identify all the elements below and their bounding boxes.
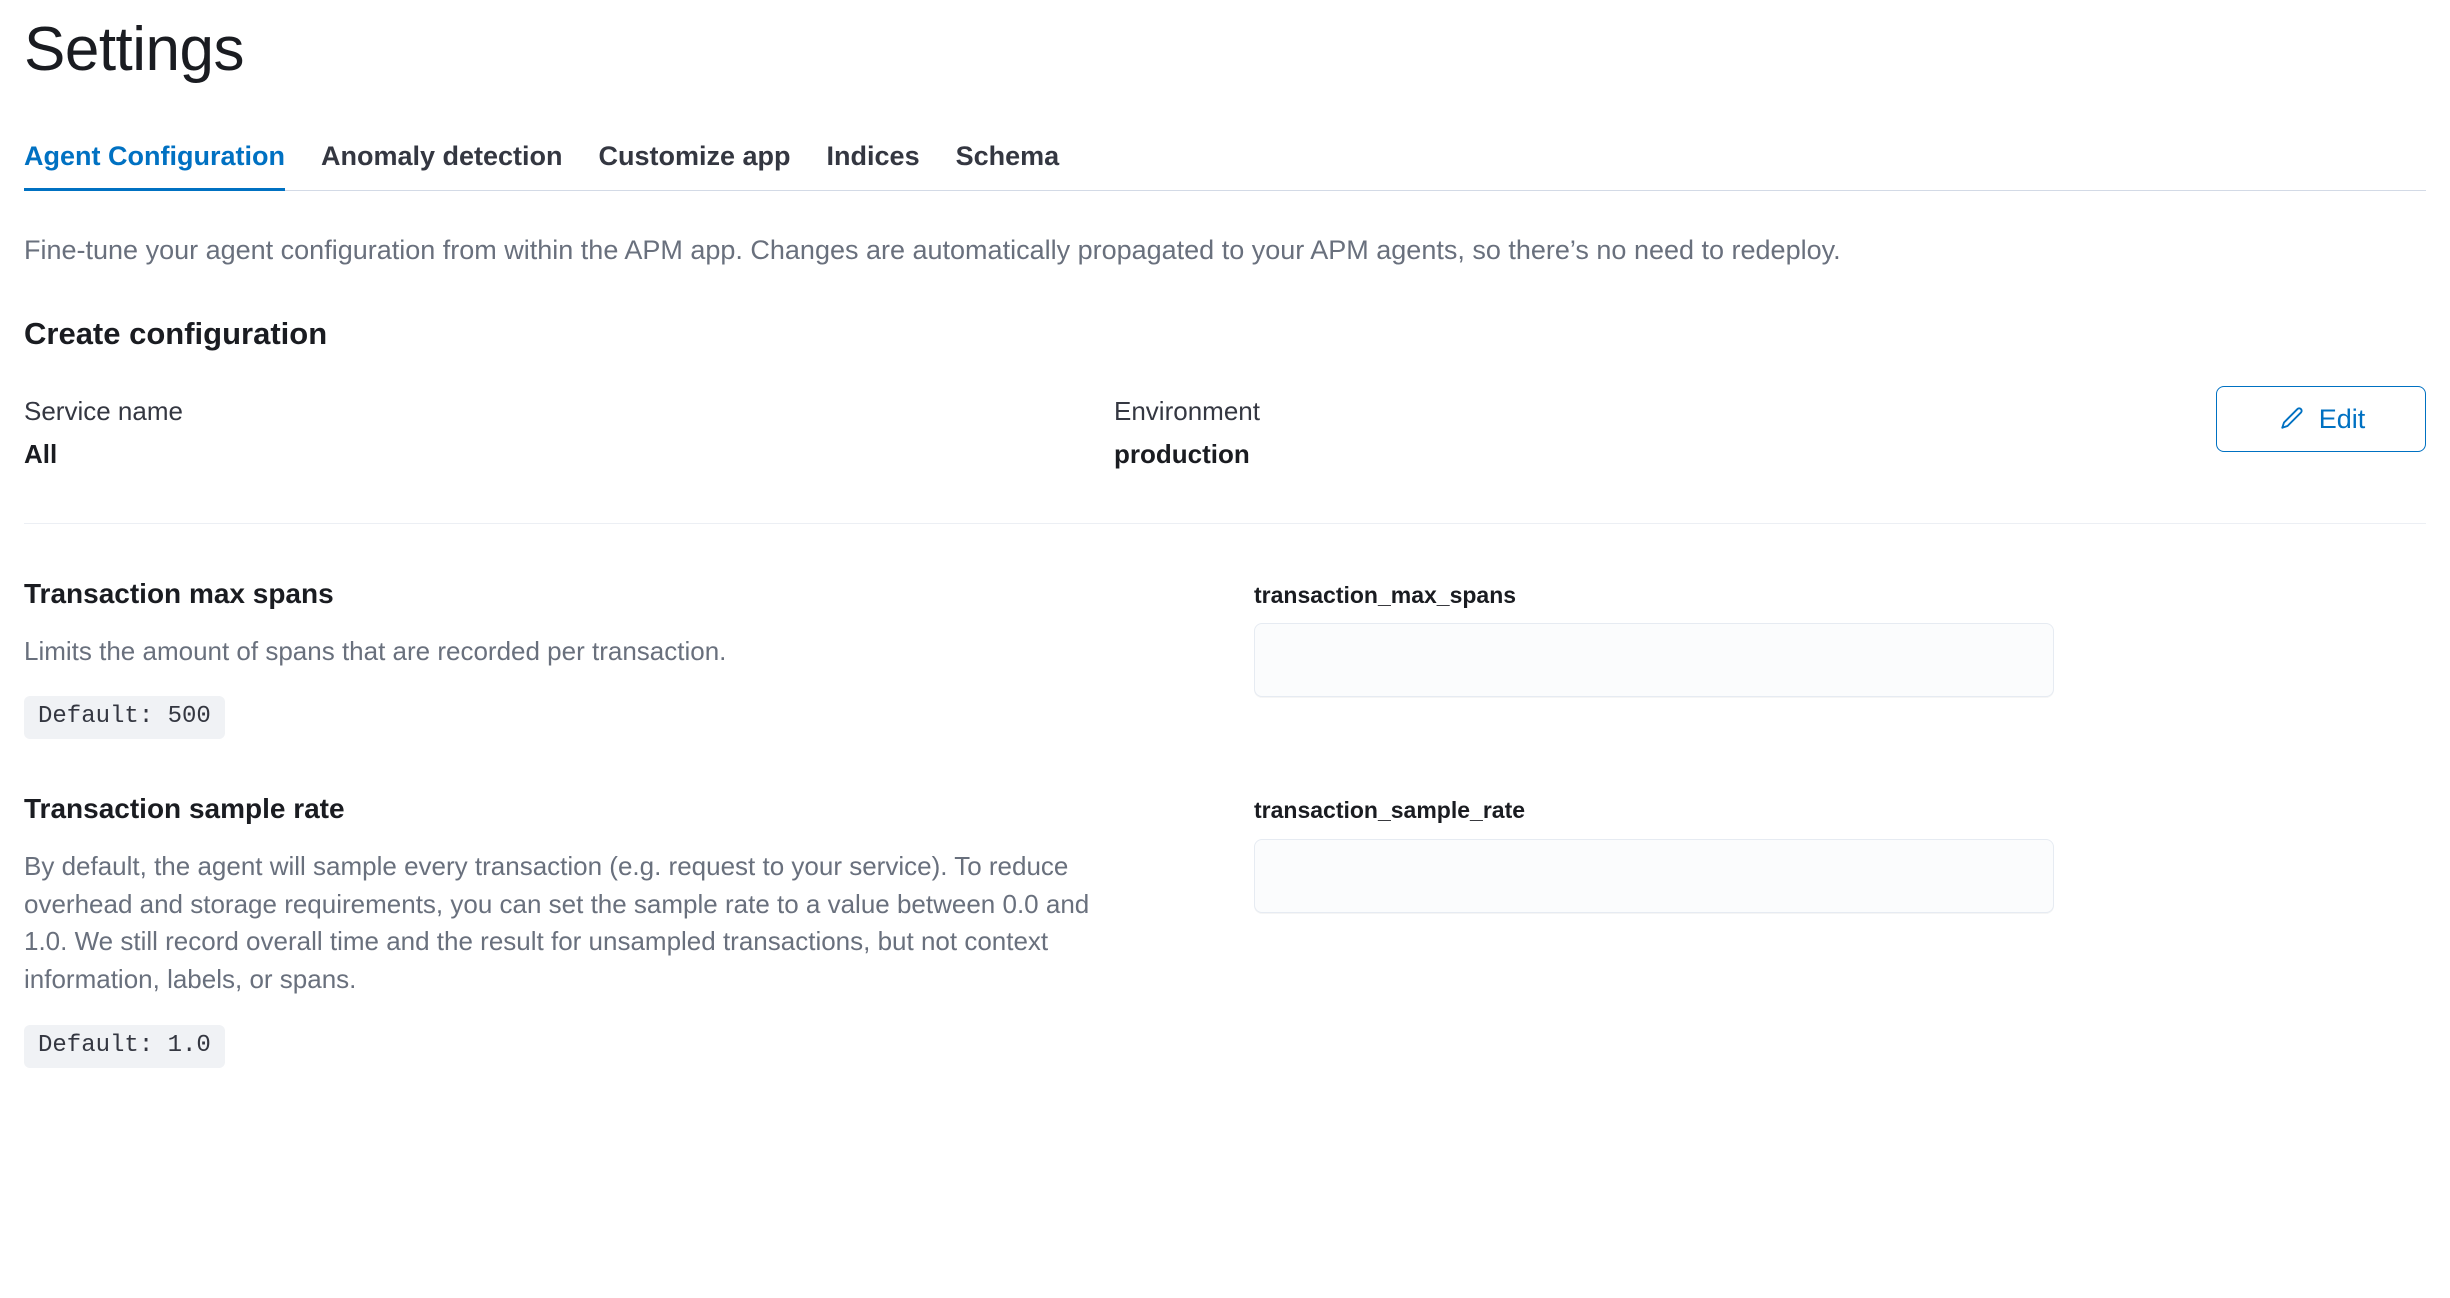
setting-description-block: [24, 576, 1254, 739]
tab-anomaly-detection[interactable]: Anomaly detection: [320, 141, 563, 172]
intro-text: Fine-tune your agent configuration from within the APM app. Changes are automatically propagated to your APM agents, so there’s no need to redeploy.: [24, 235, 1841, 266]
section-divider: [24, 523, 2426, 524]
setting-title: Transaction sample rate: [24, 793, 345, 825]
service-name-group: [24, 394, 1114, 472]
tab-customize-app[interactable]: Customize app: [598, 141, 791, 172]
setting-description: By default, the agent will sample every transaction (e.g. request to your service). To reduce overhead and storage requirements, you can set the sample rate to a value between 0.0 and 1.0. We still record overall time and the result for unsampled transactions, but not context information, labels, or spans.: [24, 851, 1090, 995]
setting-default-badge: Default: 1.0: [24, 1025, 225, 1068]
setting-field-block: [1254, 576, 2054, 698]
setting-description: Limits the amount of spans that are recorded per transaction.: [24, 635, 727, 666]
configuration-summary: [24, 394, 2426, 472]
tab-schema[interactable]: Schema: [955, 141, 1060, 172]
service-name-value: All: [24, 439, 58, 470]
setting-default-badge: Default: 500: [24, 696, 225, 739]
create-configuration-heading: Create configuration: [24, 316, 328, 352]
edit-button-label: Edit: [2318, 403, 2366, 434]
edit-button[interactable]: [2216, 386, 2426, 452]
settings-tabs: [24, 121, 2426, 191]
pencil-icon: [2277, 405, 2305, 433]
transaction-sample-rate-input[interactable]: [1254, 839, 2054, 913]
environment-label: Environment: [1114, 396, 1260, 427]
transaction-max-spans-input[interactable]: [1254, 623, 2054, 697]
setting-field-block: [1254, 791, 2054, 913]
tab-indices[interactable]: Indices: [826, 141, 920, 172]
settings-page: [0, 14, 2450, 1068]
service-name-label: Service name: [24, 396, 183, 427]
setting-transaction-max-spans: [24, 576, 2426, 739]
field-label-transaction-sample-rate: transaction_sample_rate: [1254, 797, 1526, 824]
setting-description-block: [24, 791, 1254, 1068]
page-title: Settings: [24, 15, 245, 84]
tab-agent-configuration[interactable]: Agent Configuration: [24, 143, 303, 190]
setting-transaction-sample-rate: [24, 791, 2426, 1068]
field-label-transaction-max-spans: transaction_max_spans: [1254, 581, 1517, 608]
environment-value: production: [1114, 439, 1250, 470]
environment-group: [1114, 394, 2114, 472]
setting-title: Transaction max spans: [24, 577, 334, 609]
